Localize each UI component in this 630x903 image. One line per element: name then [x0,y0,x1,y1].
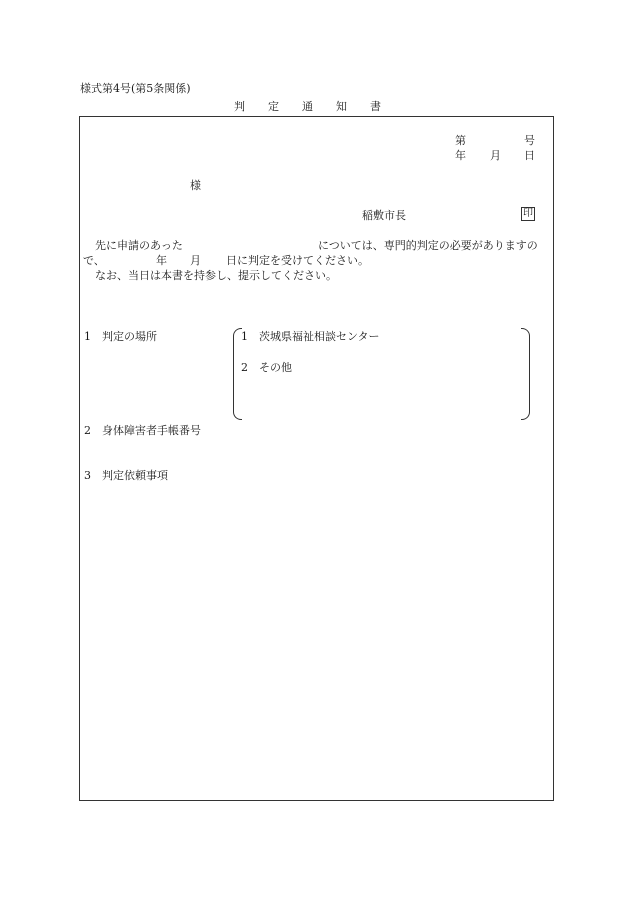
right-bracket [521,328,530,420]
request-items-label: 3 判定依頼事項 [84,469,168,482]
date-month: 月 [490,149,501,162]
place-option-2: 2 その他 [241,361,292,374]
date-year: 年 [455,149,466,162]
number-prefix: 第 [455,134,466,147]
body-line2-start: で、 [83,254,105,267]
title-char: 知 [336,100,347,113]
title-char: 判 [234,100,245,113]
document-title [234,101,404,112]
form-number: 様式第4号(第5条関係) [80,82,191,95]
recipient-suffix: 様 [190,179,201,192]
body-line1-start: 先に申請のあった [95,239,183,252]
seal-mark: 印 [523,208,533,219]
title-char: 通 [302,100,313,113]
place-option-1: 1 茨城県福祉相談センター [241,330,380,343]
issuer-name: 稲敷市長 [362,209,406,222]
number-suffix: 号 [524,134,535,147]
body-line2-month: 月 [190,254,201,267]
place-label: 1 判定の場所 [84,330,157,343]
title-char: 定 [268,100,279,113]
title-char: 書 [370,100,381,113]
body-line1-end: については、専門的判定の必要がありますの [318,239,538,252]
date-day: 日 [524,149,535,162]
handbook-number-label: 2 身体障害者手帳番号 [84,424,201,437]
body-line2-end: 日に判定を受けてください。 [226,254,369,267]
body-line3: なお、当日は本書を持参し、提示してください。 [95,269,337,282]
body-line2-year: 年 [156,254,167,267]
form-frame [79,116,554,801]
